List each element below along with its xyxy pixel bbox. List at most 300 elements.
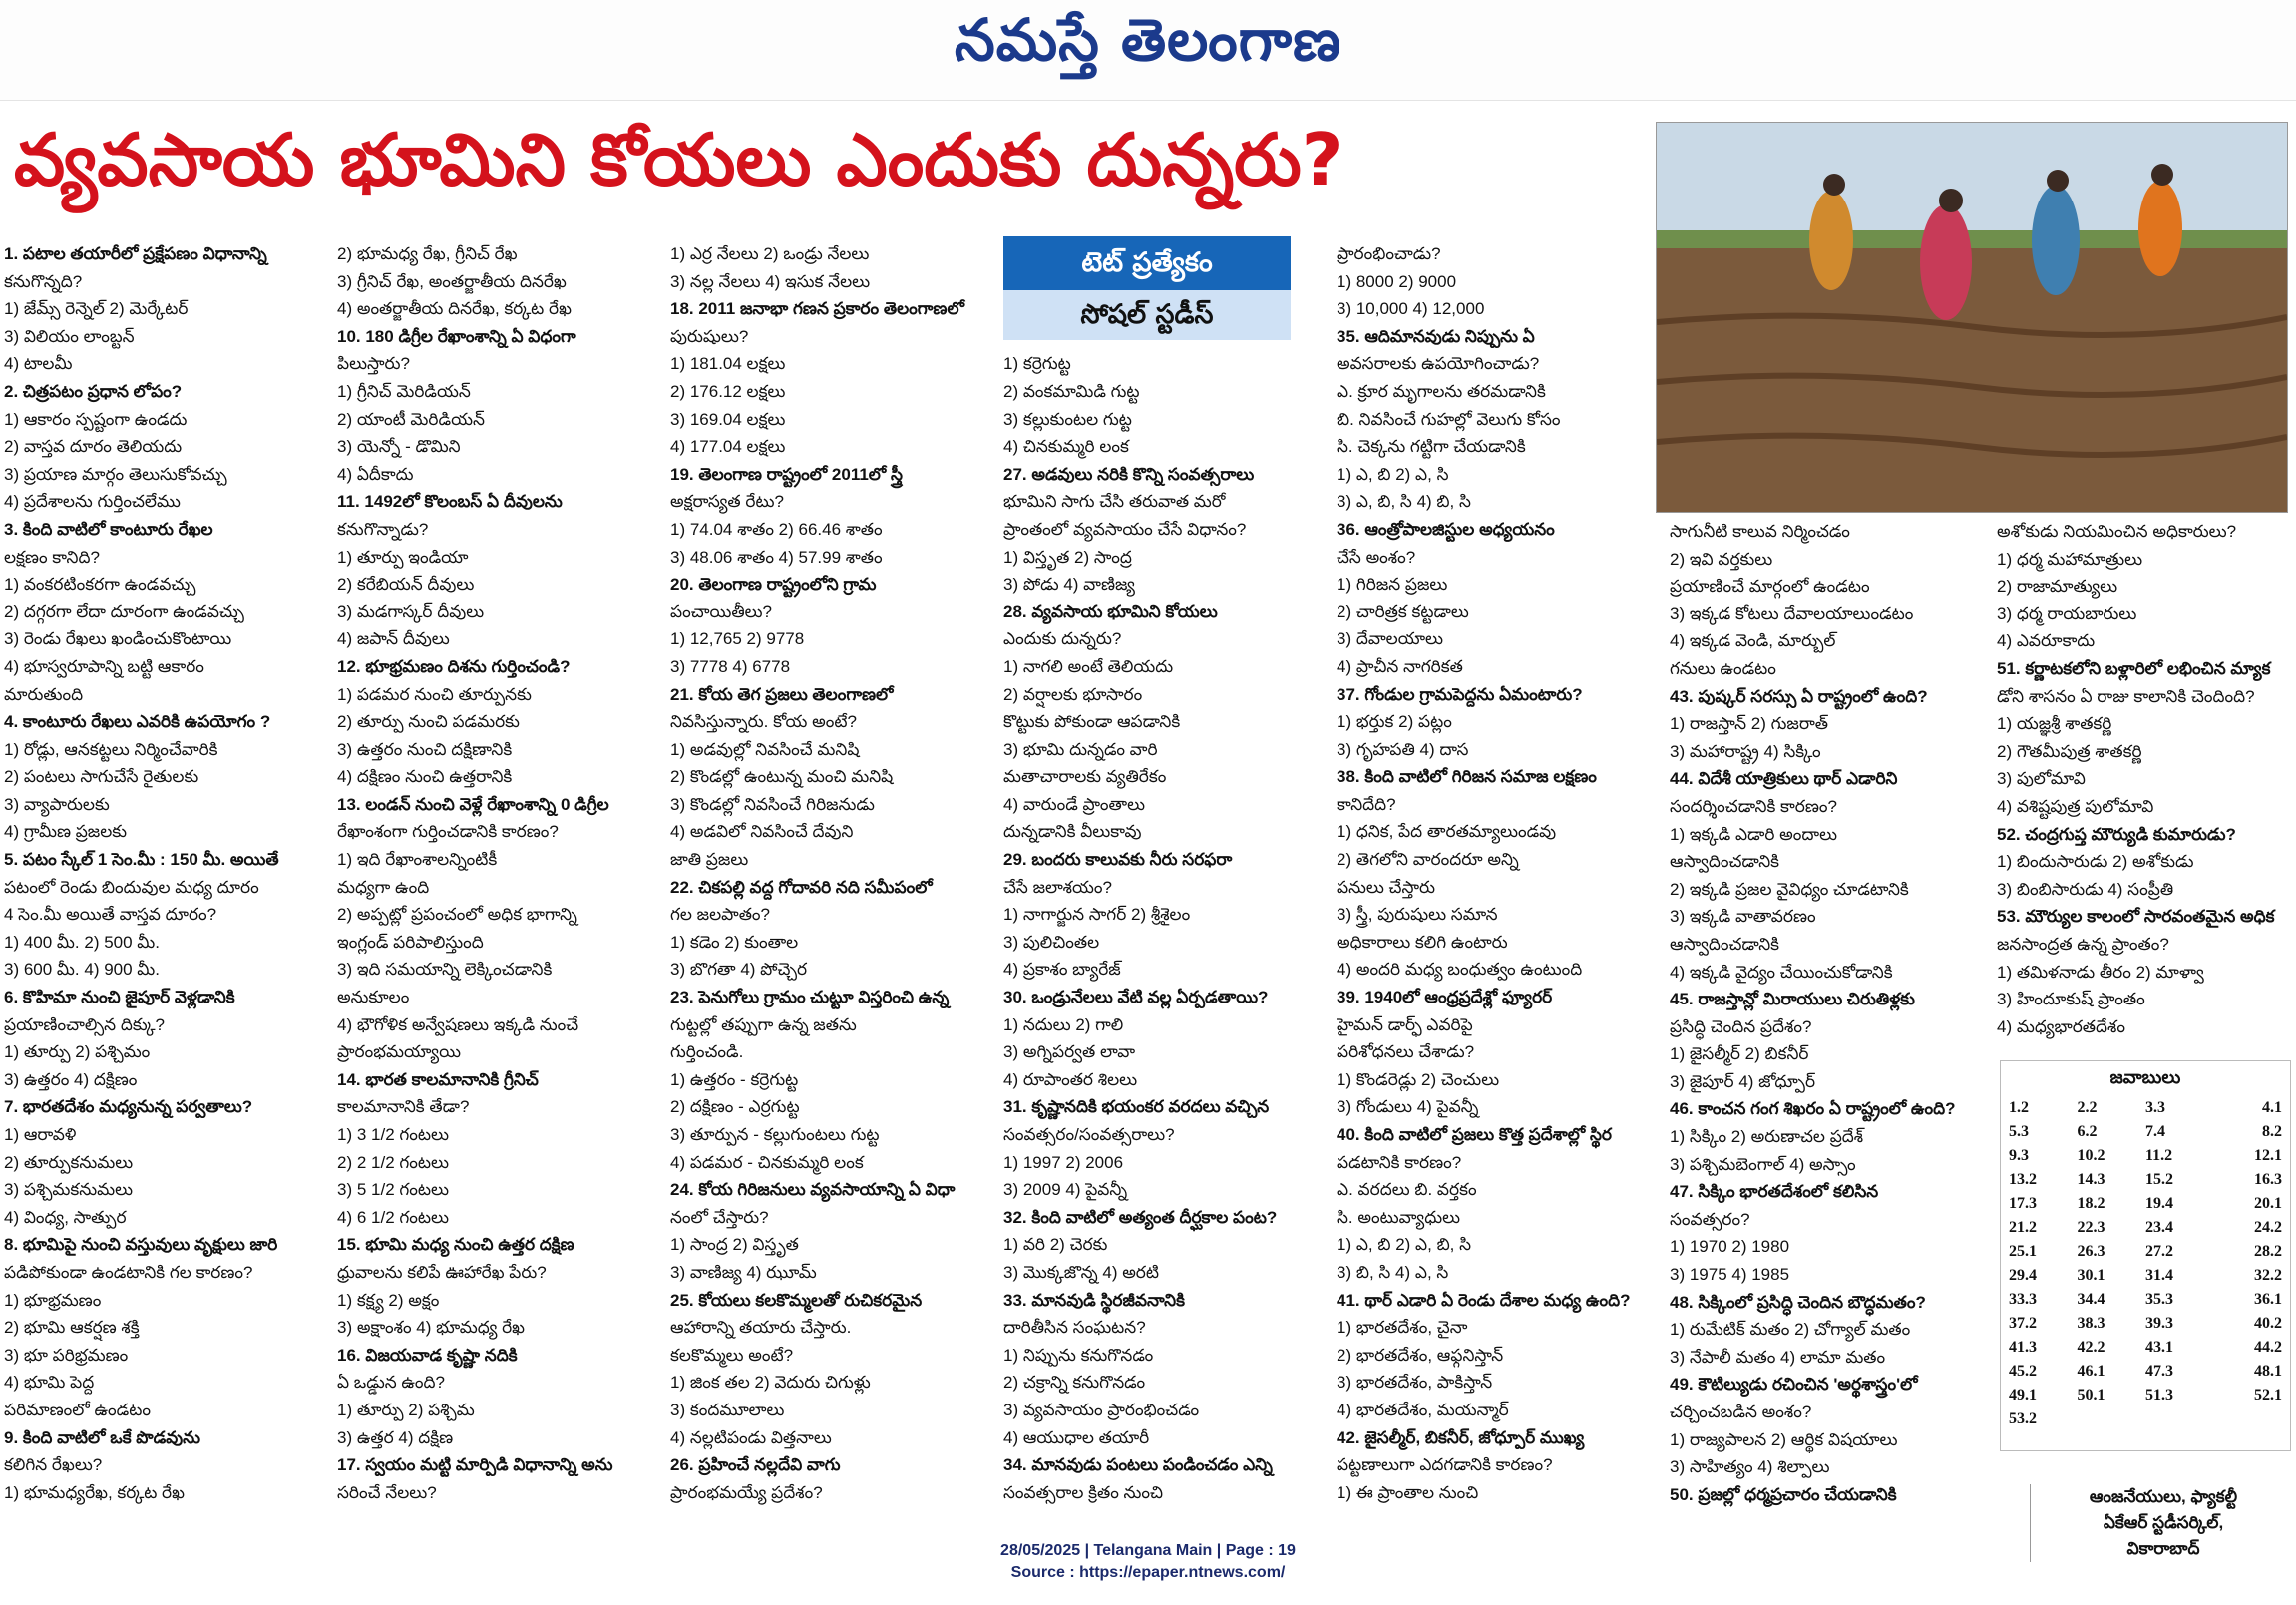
question-line: 1) 400 మీ. 2) 500 మీ. <box>4 932 160 952</box>
question-line: 3) బింబిసారుడు 4) సంప్రీతి <box>1997 879 2174 899</box>
question-line: 4) దక్షిణం నుంచి ఉత్తరానికి <box>337 767 513 787</box>
answer-item: 42.2 <box>2077 1339 2105 1356</box>
question-line: 1) విస్తృత 2) సాంద్ర <box>1003 547 1132 567</box>
answer-item: 29.4 <box>2009 1267 2037 1284</box>
question-line: ధ్రువాలను కలిపే ఊహారేఖ పేరు? <box>337 1262 547 1282</box>
question-line: 2) చారిత్రక కట్టడాలు <box>1337 602 1469 621</box>
question-line: ఎందుకు దున్నరు? <box>1003 629 1122 649</box>
answer-item: 14.3 <box>2077 1171 2105 1188</box>
question-line: కలిగిన రేఖలు? <box>4 1455 103 1475</box>
farmers-illustration <box>1657 123 2287 512</box>
question-line: 3) ప్రయాణ మార్గం తెలుసుకోవచ్చు <box>4 464 227 484</box>
question-line: 3) 48.06 శాతం 4) 57.99 శాతం <box>670 547 883 567</box>
question-line: 1) నదులు 2) గాలి <box>1003 1014 1124 1034</box>
question-line: 41. థార్ ఎడారి ఏ రెండు దేశాల మధ్య ఉంది? <box>1337 1290 1631 1310</box>
question-line: అవసరాలకు ఉపయోగించాడు? <box>1337 354 1540 374</box>
question-line: 24. కోయ గిరిజనులు వ్యవసాయాన్ని ఏ విధా <box>670 1180 956 1200</box>
question-line: ప్రాంతంలో వ్యవసాయం చేసే విధానం? <box>1003 519 1247 539</box>
question-line: 1) తూర్పు 2) పశ్చిమం <box>4 1042 151 1062</box>
question-line: 20. తెలంగాణ రాష్ట్రంలోని గ్రామ <box>670 575 877 595</box>
question-line: 1) తూర్పు 2) పశ్చిమ <box>337 1400 475 1419</box>
question-line: 4) నల్లటిపండు విత్తనాలు <box>670 1427 832 1447</box>
question-line: 4) వశిష్టపుత్ర పులోమావి <box>1997 796 2154 816</box>
newspaper-title: నమస్తే తెలంగాణ <box>955 6 1341 74</box>
question-line: 4) ఎవరూకాదు <box>1997 631 2096 651</box>
answer-item: 24.2 <box>2254 1219 2282 1236</box>
question-line: 2) చక్రాన్ని కనుగొనడం <box>1003 1373 1146 1393</box>
question-line: 4) 6 1/2 గంటలు <box>337 1207 449 1227</box>
question-line: 23. పెనుగోలు గ్రామం చుట్టూ విస్తరించి ఉన్న <box>670 988 950 1007</box>
question-line: హైమన్ డార్ఫ్ ఎవరిపై <box>1337 1014 1473 1034</box>
answer-item: 15.2 <box>2145 1171 2173 1188</box>
question-line: 52. చంద్రగుప్త మౌర్యుడి కుమారుడు? <box>1997 824 2236 844</box>
question-line: 3) ఇది సమయాన్ని లెక్కించడానికి <box>337 960 553 980</box>
question-line: 2) ఇక్కడి ప్రజల వైవిధ్యం చూడటానికి <box>1670 879 1909 899</box>
question-line: 1) నాగలి అంటే తెలియదు <box>1003 656 1174 676</box>
footer-source-line: Source : https://epaper.ntnews.com/ <box>1010 1564 1286 1581</box>
question-line: 3) ఇక్కడి వాతావరణం <box>1670 907 1816 927</box>
question-line: 4) ఏదీకాదు <box>337 464 414 484</box>
question-line: 22. చికపల్లి వద్ద గోదావరి నది సమీపంలో <box>670 877 933 897</box>
question-line: 2) తూర్పు నుంచి పడమరకు <box>337 712 520 732</box>
question-line: గుర్తించండి. <box>670 1042 744 1062</box>
question-line: 27. అడవులు నరికి కొన్ని సంవత్సరాలు <box>1003 464 1255 484</box>
question-line: 1) కర్రెగుట్ట <box>1003 354 1071 374</box>
question-line: 4) ఇక్కడి వైద్యం చేయించుకోడానికి <box>1670 962 1893 982</box>
question-line: 1) కక్ష్య 2) అక్షం <box>337 1290 440 1310</box>
question-line: 3) గ్రీనిచ్ రేఖ, అంతర్జాతీయ దినరేఖ <box>337 271 567 291</box>
question-line: 39. 1940లో ఆంధ్రప్రదేశ్లో ఫ్యూరర్ <box>1337 988 1553 1007</box>
question-line: రేఖాంశంగా గుర్తించడానికి కారణం? <box>337 822 559 842</box>
answer-item: 50.1 <box>2077 1387 2105 1404</box>
question-line: 3) స్త్రీ, పురుషులు సమాన <box>1337 905 1498 925</box>
question-line: పటంలో రెండు బిందువుల మధ్య దూరం <box>4 877 259 897</box>
question-line: 3) రెండు రేఖలు ఖండించుకొంటాయి <box>4 629 232 649</box>
question-line: డోని శాసనం ఏ రాజు కాలానికి చెందింది? <box>1997 686 2255 706</box>
question-line: లక్షణం కానిది? <box>4 547 100 567</box>
question-column-1 <box>4 240 333 1506</box>
question-line: 3) 10,000 4) 12,000 <box>1337 299 1485 319</box>
question-line: సాగునీటి కాలువ నిర్మించడం <box>1670 522 1850 541</box>
question-line: 2) భూమధ్య రేఖ, గ్రీనిచ్ రేఖ <box>337 244 518 263</box>
question-line: 1) 1970 2) 1980 <box>1670 1237 1790 1257</box>
question-line: 3) తూర్పున - కల్లుగుంటలు గుట్ట <box>670 1125 880 1144</box>
question-line: 1) జింక తల 2) వెదురు చిగుళ్లు <box>670 1373 871 1393</box>
question-line: ఏ ఒడ్డున ఉంది? <box>337 1373 445 1393</box>
question-line: పురుషులు? <box>670 326 749 346</box>
question-line: 4) ఆయుధాల తయారీ <box>1003 1427 1150 1447</box>
question-line: చేసే అంశం? <box>1337 547 1416 567</box>
author-name: ఆంజనేయులు, ఫ్యాకల్టీ <box>2089 1487 2238 1506</box>
question-line: 43. పుష్కర్ సరస్సు ఏ రాష్ట్రంలో ఉంది? <box>1670 686 1928 706</box>
question-line: 4) అంతర్జాతీయ దినరేఖ, కర్కట రేఖ <box>337 299 572 319</box>
answer-item: 2.2 <box>2077 1099 2098 1116</box>
question-line: 1) భర్తుక 2) పట్లం <box>1337 712 1452 732</box>
question-line: 4) అడవిలో నివసించే దేవుని <box>670 822 854 842</box>
question-line: 3) దేవాలయాలు <box>1337 629 1443 649</box>
question-line: 37. గోండుల గ్రామపెద్దను ఏమంటారు? <box>1337 684 1583 704</box>
question-line: 1) ఎ, బి 2) ఎ, బి, సి <box>1337 1235 1472 1255</box>
question-line: భూమిని సాగు చేసి తరువాత మరో <box>1003 492 1226 512</box>
answer-item: 45.2 <box>2009 1363 2037 1380</box>
question-line: 1) 8000 2) 9000 <box>1337 271 1457 291</box>
question-line: 3) హిందూకుష్ ప్రాంతం <box>1997 990 2145 1009</box>
question-line: 48. సిక్కింలో ప్రసిద్ధి చెందిన బౌద్ధమతం? <box>1670 1292 1926 1312</box>
question-line: 3) 2009 4) పైవన్నీ <box>1003 1180 1128 1200</box>
question-line: 28. వ్యవసాయ భూమిని కోయలు <box>1003 602 1218 621</box>
question-line: 26. ప్రహించే నల్లదేవి వాగు <box>670 1455 841 1475</box>
question-line: 1) జైసల్మీర్ 2) బికనీర్ <box>1670 1044 1809 1064</box>
question-line: 2) తూర్పుకనుమలు <box>4 1152 134 1172</box>
question-line: 1) ఆరావళి <box>4 1125 77 1144</box>
question-line: 25. కోయలు కలకొమ్మలతో రుచికరమైన <box>670 1290 923 1310</box>
question-line: 1) తమిళనాడు తీరం 2) మాళ్వా <box>1997 962 2204 982</box>
question-line: 3) పులోమావి <box>1997 769 2086 789</box>
question-line: 3) సాహిత్యం 4) శిల్పాలు <box>1670 1457 1830 1477</box>
question-line: కలకొమ్మలు అంటే? <box>670 1345 794 1365</box>
question-line: 4) వారుండే ప్రాంతాలు <box>1003 794 1146 814</box>
question-line: నివసిస్తున్నారు. కోయ అంటే? <box>670 712 857 732</box>
question-line: 3) పశ్చిమకనుమలు <box>4 1180 134 1200</box>
question-line: 1) పడమర నుంచి తూర్పునకు <box>337 684 532 704</box>
answer-item: 35.3 <box>2145 1291 2173 1308</box>
question-line: 1) ధనిక, పేద తారతమ్యాలుండవు <box>1337 822 1557 842</box>
question-line: 2) రాజామాత్యులు <box>1997 577 2118 597</box>
answer-item: 10.2 <box>2077 1147 2105 1164</box>
question-line: 45. రాజస్తాన్లో మిరాయులు చిరుతిళ్లకు <box>1670 990 1915 1009</box>
answer-item: 16.3 <box>2254 1171 2282 1188</box>
question-line: పనులు చేస్తారు <box>1337 877 1435 897</box>
question-line: 4) అందరి మధ్య బంధుత్వం ఉంటుంది <box>1337 960 1583 980</box>
question-line <box>1003 323 1333 351</box>
question-line: ప్రయాణించాల్సిన దిక్కు? <box>4 1014 166 1034</box>
question-line: 1) గ్రీనిచ్ మెరిడియన్ <box>337 381 471 401</box>
question-line: పడటానికి కారణం? <box>1337 1152 1462 1172</box>
question-line: దున్నడానికి వీలుకావు <box>1003 822 1142 842</box>
question-line: 16. విజయవాడ కృష్ణా నదికి <box>337 1345 518 1365</box>
answer-item: 9.3 <box>2009 1147 2029 1164</box>
question-line: 46. కాంచన గంగ శిఖరం ఏ రాష్ట్రంలో ఉంది? <box>1670 1099 1956 1119</box>
question-line: 2) 176.12 లక్షలు <box>670 381 786 401</box>
question-line: 29. బందరు కాలువకు నీరు సరఫరా <box>1003 850 1233 870</box>
question-line: 4 సెం.మీ అయితే వాస్తవ దూరం? <box>4 905 217 925</box>
question-line: 19. తెలంగాణ రాష్ట్రంలో 2011లో స్త్రీ <box>670 464 903 484</box>
question-line: 15. భూమి మధ్య నుంచి ఉత్తర దక్షిణ <box>337 1235 574 1255</box>
question-line: 4) వింధ్య, సాత్పుర <box>4 1207 127 1227</box>
answer-item: 43.1 <box>2145 1339 2173 1356</box>
answer-item: 36.1 <box>2254 1291 2282 1308</box>
question-line: 1) జేమ్స్ రెన్నెల్ 2) మెర్కేటర్ <box>4 299 189 319</box>
question-line: అనుకూలం <box>337 988 410 1007</box>
question-line: 4) పడమర - చినకుమ్మరి లంక <box>670 1152 864 1172</box>
question-column-4 <box>1003 240 1333 1506</box>
question-line: 6. కొహిమా నుంచి జైపూర్ వెళ్లడానికి <box>4 988 235 1007</box>
question-line: 51. కర్ణాటకలోని బళ్లారిలో లభించిన మ్యాక <box>1997 658 2271 678</box>
question-line: 3) గృహపతి 4) దాస <box>1337 739 1469 759</box>
question-line: 3) విలియం లాంబ్టన్ <box>4 326 135 346</box>
farmers-photo <box>1656 122 2288 513</box>
question-line: 1) సాంద్ర 2) విస్తృత <box>670 1235 799 1255</box>
page-footer <box>0 1540 2296 1584</box>
question-line: సంవత్సరం/సంవత్సరాలు? <box>1003 1125 1175 1144</box>
question-line <box>1003 240 1333 268</box>
answer-item: 17.3 <box>2009 1195 2037 1212</box>
question-line: 3) బొగతా 4) పోచ్చెర <box>670 960 808 980</box>
question-line: 2) దగ్గరగా లేదా దూరంగా ఉండవచ్చు <box>4 602 244 621</box>
question-line: 2) భూమి ఆకర్షణ శక్తి <box>4 1318 140 1338</box>
question-line: 1) బిందుసారుడు 2) అశోకుడు <box>1997 852 2194 872</box>
question-line: 4) గ్రామీణ ప్రజలకు <box>4 822 128 842</box>
question-line: 2) యాంటీ మెరిడియన్ <box>337 409 485 429</box>
question-line: 1) నాగార్జున సాగర్ 2) శ్రీశైలం <box>1003 905 1191 925</box>
question-line: 3) అగ్నిపర్వత లావా <box>1003 1042 1136 1062</box>
question-line: 4) భారతదేశం, మయన్మార్ <box>1337 1400 1509 1419</box>
question-line: పడిపోకుండా ఉండటానికి గల కారణం? <box>4 1262 253 1282</box>
question-line: 36. ఆంత్రోపాలజిస్టుల అధ్యయనం <box>1337 519 1555 539</box>
answer-item: 46.1 <box>2077 1363 2105 1380</box>
question-line: ప్రసిద్ధి చెందిన ప్రదేశం? <box>1670 1016 1812 1036</box>
question-line: 4) ప్రకాశం బ్యారేజ్ <box>1003 960 1121 980</box>
question-line: 1) వరి 2) చెరకు <box>1003 1235 1108 1255</box>
question-line: పరిమాణంలో ఉండటం <box>4 1400 151 1419</box>
answer-item: 38.3 <box>2077 1315 2105 1332</box>
question-line: 21. కోయ తెగ ప్రజలు తెలంగాణలో <box>670 684 894 704</box>
question-line: ఇంగ్లండ్ పరిపాలిస్తుంది <box>337 932 484 952</box>
question-line: 1) 74.04 శాతం 2) 66.46 శాతం <box>670 519 883 539</box>
question-line: 2) గౌతమీపుత్ర శాతకర్ణి <box>1997 741 2142 761</box>
question-line: పంచాయితీలు? <box>670 602 773 621</box>
question-line: 3) నేపాలీ మతం 4) లామా మతం <box>1670 1347 1886 1367</box>
question-line: 1) యజ్ఞశ్రీ శాతకర్ణి <box>1997 714 2112 734</box>
question-line: 4) టాలమీ <box>4 354 73 374</box>
answer-item: 44.2 <box>2254 1339 2282 1356</box>
question-line: 44. విదేశీ యాత్రికులు థార్ ఎడారిని <box>1670 769 1898 789</box>
answer-item: 27.2 <box>2145 1243 2173 1260</box>
question-line: 4. కాంటూరు రేఖలు ఎవరికి ఉపయోగం ? <box>4 712 271 732</box>
question-line: 2) భారతదేశం, ఆఫ్గనిస్తాన్ <box>1337 1345 1504 1365</box>
question-line: 1) సిక్కిం 2) అరుణాచల ప్రదేశ్ <box>1670 1127 1864 1147</box>
answer-item: 51.3 <box>2145 1387 2173 1404</box>
question-line: 4) మధ్యభారతదేశం <box>1997 1016 2125 1036</box>
question-line: దారితీసిన సంఘటన? <box>1003 1318 1146 1338</box>
question-line: 1) గిరిజన ప్రజలు <box>1337 575 1448 595</box>
question-line <box>1003 268 1333 296</box>
question-line: 17. స్వయం మట్టి మార్పిడి విధానాన్ని అను <box>337 1455 613 1475</box>
answers-grid <box>2001 1095 2290 1432</box>
question-line: 2) తెగలోని వారందరూ అన్ని <box>1337 850 1519 870</box>
question-line: 31. కృష్ణానదికి భయంకర వరదలు వచ్చిన <box>1003 1097 1270 1117</box>
answer-item: 19.4 <box>2145 1195 2173 1212</box>
question-line: పిలుస్తారు? <box>337 354 410 374</box>
answer-item: 31.4 <box>2145 1267 2173 1284</box>
question-line: 30. ఒండ్రునేలలు వేటి వల్ల ఏర్పడతాయి? <box>1003 988 1269 1007</box>
question-line: 3) 7778 4) 6778 <box>670 656 791 676</box>
question-line: 2) పంటలు సాగుచేసే రైతులకు <box>4 767 199 787</box>
answers-box <box>2000 1060 2291 1451</box>
question-line: 8. భూమిపై నుంచి వస్తువులు వృక్షులు జారి <box>4 1235 278 1255</box>
answer-item: 37.2 <box>2009 1315 2037 1332</box>
question-line: 32. కింది వాటిలో అత్యంత దీర్ఘకాల పంట? <box>1003 1207 1278 1227</box>
question-line: 4) రూపాంతర శిలలు <box>1003 1069 1138 1089</box>
question-line: 1) 12,765 2) 9778 <box>670 629 805 649</box>
question-line: 3) భూ పరిభ్రమణం <box>4 1345 129 1365</box>
question-line: 11. 1492లో కొలంబస్ ఏ దీవులను <box>337 492 563 512</box>
question-line: 3) జైపూర్ 4) జోధ్పూర్ <box>1670 1071 1816 1091</box>
question-line: గనులు ఉండటం <box>1670 658 1776 678</box>
answer-item: 39.3 <box>2145 1315 2173 1332</box>
question-line: 3) వాణిజ్య 4) ఝూమ్ <box>670 1262 817 1282</box>
answer-item: 23.4 <box>2145 1219 2173 1236</box>
question-column-2 <box>337 240 666 1506</box>
question-line: 3) ఇక్కడ కోటలు దేవాలయాలుండటం <box>1670 603 1914 623</box>
answer-item: 13.2 <box>2009 1171 2037 1188</box>
question-line: 3) ఎ, బి, సి 4) బి, సి <box>1337 492 1471 512</box>
question-line: 50. ప్రజల్లో ధర్మప్రచారం చేయడానికి <box>1670 1484 1897 1504</box>
question-line: 1) ఆకారం స్పష్టంగా ఉండదు <box>4 409 188 429</box>
question-line: 2) కరేబియన్ దీవులు <box>337 575 475 595</box>
answer-item: 6.2 <box>2077 1123 2098 1140</box>
question-line: 7. భారతదేశం మధ్యనున్న పర్వతాలు? <box>4 1097 253 1117</box>
answer-item: 22.3 <box>2077 1219 2105 1236</box>
question-line: 38. కింది వాటిలో గిరిజన సమాజ లక్షణం <box>1337 767 1597 787</box>
question-line: కనుగొన్నాడు? <box>337 519 429 539</box>
answer-item: 30.1 <box>2077 1267 2105 1284</box>
question-line: ఎ. వరదలు బి. వర్తకం <box>1337 1180 1477 1200</box>
question-line: 10. 180 డిగ్రీల రేఖాంశాన్ని ఏ విధంగా <box>337 326 576 346</box>
question-line: 3) నల్ల నేలలు 4) ఇసుక నేలలు <box>670 271 871 291</box>
question-line: బి. నివసించే గుహల్లో వెలుగు కోసం <box>1337 409 1561 429</box>
question-line: 1) ధర్మ మహామాత్రులు <box>1997 549 2143 569</box>
question-line: 2. చిత్రపటం ప్రధాన లోపం? <box>4 381 183 401</box>
question-line: సి. అంటువ్యాధులు <box>1337 1207 1461 1227</box>
question-line: 3) గోండులు 4) పైవన్నీ <box>1337 1097 1479 1117</box>
question-line: జాతి ప్రజలు <box>670 850 749 870</box>
question-line: మతాచారాలకు వ్యతిరేకం <box>1003 767 1167 787</box>
question-line: 3) కొండల్లో నివసించే గిరిజనుడు <box>670 794 875 814</box>
question-column-6 <box>1670 518 1993 1508</box>
footer-date-line: 28/05/2025 | Telangana Main | Page : 19 <box>1000 1542 1296 1559</box>
question-line: ఆస్వాదించడానికి <box>1670 852 1780 872</box>
question-line: 4) ప్రదేశాలను గుర్తించలేము <box>4 492 181 512</box>
answer-item: 49.1 <box>2009 1387 2037 1404</box>
question-line: అక్షరాస్యత రేటు? <box>670 492 784 512</box>
question-line: 2) ఇవి వర్తకులు <box>1670 549 1773 569</box>
question-line: 3) మహారాష్ట్ర 4) సిక్కిం <box>1670 741 1821 761</box>
question-line: ప్రారంభమయ్యాయి <box>337 1042 461 1062</box>
question-line: 18. 2011 జనాభా గణన ప్రకారం తెలంగాణలో <box>670 299 964 319</box>
answer-item: 3.3 <box>2145 1099 2165 1116</box>
badge-tet-special: టెట్ ప్రత్యేకం <box>1003 236 1291 290</box>
question-line: 4) భూస్వరూపాన్ని బట్టి ఆకారం <box>4 656 204 676</box>
question-line: 3) యెన్నో - డొమిని <box>337 437 461 457</box>
question-line: 1) రాజస్తాన్ 2) గుజరాత్ <box>1670 714 1828 734</box>
question-line: 1) కొండరెడ్లు 2) చెంచులు <box>1337 1069 1500 1089</box>
question-line: గల జలపాతం? <box>670 905 770 925</box>
question-line: 3) పశ్చిమబెంగాల్ 4) అస్సాం <box>1670 1154 1856 1174</box>
question-line: 3) పులిచింతల <box>1003 932 1100 952</box>
question-line: 1) 181.04 లక్షలు <box>670 354 786 374</box>
question-line: 1) భారతదేశం, చైనా <box>1337 1318 1468 1338</box>
question-line: గుట్టల్లో తప్పుగా ఉన్న జతను <box>670 1014 857 1034</box>
answer-item: 47.3 <box>2145 1363 2173 1380</box>
badge-social-studies: సోషల్ స్టడీస్ <box>1003 290 1291 340</box>
question-line: జనసాంద్రత ఉన్న ప్రాంతం? <box>1997 934 2169 954</box>
answer-item: 26.3 <box>2077 1243 2105 1260</box>
question-line: 3) వ్యాపారులకు <box>4 794 110 814</box>
answer-item: 4.1 <box>2262 1099 2282 1116</box>
answer-item: 28.2 <box>2254 1243 2282 1260</box>
question-line: చర్చించబడిన అంశం? <box>1670 1403 1812 1421</box>
question-line: 3) 600 మీ. 4) 900 మీ. <box>4 960 160 980</box>
question-line: కొట్టుకు పోకుండా ఆపడానికి <box>1003 712 1181 732</box>
question-line: 4) భూమి పెద్ద <box>4 1373 95 1393</box>
question-line: 1) తూర్పు ఇండియా <box>337 547 469 567</box>
answer-item: 34.4 <box>2077 1291 2105 1308</box>
question-line: 34. మానవుడు పంటలు పండించడం ఎన్ని <box>1003 1455 1273 1475</box>
question-line: ఆస్వాదించడానికి <box>1670 934 1780 954</box>
answer-item: 41.3 <box>2009 1339 2037 1356</box>
question-line: 3) ఉత్తర 4) దక్షిణ <box>337 1427 454 1447</box>
question-line: 1) వంకరటింకరగా ఉండవచ్చు <box>4 575 196 595</box>
question-line: అశోకుడు నియమించిన అధికారులు? <box>1997 522 2237 541</box>
question-line: 3) మొక్కజొన్న 4) అరటి <box>1003 1262 1160 1282</box>
question-line: 35. ఆదిమానవుడు నిప్పును ఏ <box>1337 326 1535 346</box>
question-column-7 <box>1997 518 2292 1040</box>
question-line: కనుగొన్నది? <box>4 271 83 291</box>
question-line: 2) 2 1/2 గంటలు <box>337 1152 449 1172</box>
answer-item: 18.2 <box>2077 1195 2105 1212</box>
question-line: అధికారాలు కలిగి ఉంటారు <box>1337 932 1508 952</box>
question-line: 33. మానవుడి స్థిరజీవనానికి <box>1003 1290 1185 1310</box>
question-line: సి. చెక్కను గట్టిగా చేయడానికి <box>1337 437 1526 457</box>
question-line: 3) 169.04 లక్షలు <box>670 409 786 429</box>
answer-item: 53.2 <box>2009 1410 2037 1427</box>
question-line: నంలో చేస్తారు? <box>670 1207 769 1227</box>
answers-title: జవాబులు <box>2109 1067 2181 1087</box>
question-line: 3) ఉత్తరం 4) దక్షిణం <box>4 1069 138 1089</box>
question-line: 3) భూమి దున్నడం వారి <box>1003 739 1158 759</box>
question-line: 3) బి, సి 4) ఎ, సి <box>1337 1262 1449 1282</box>
question-line: సంవత్సరాల క్రితం నుంచి <box>1003 1482 1164 1502</box>
question-line: 1) ఇక్కడి ఎడారి అందాలు <box>1670 824 1838 844</box>
question-line: 40. కింది వాటిలో ప్రజలు కొత్త ప్రదేశాల్లో స్థిర <box>1337 1125 1612 1144</box>
answer-item: 7.4 <box>2145 1123 2165 1140</box>
question-line: ప్రారంభమయ్యే ప్రదేశం? <box>670 1482 823 1502</box>
question-line: 2) దక్షిణం - ఎర్రగుట్ట <box>670 1097 800 1117</box>
question-line: 1) ఇది రేఖాంశాలన్నింటికీ <box>337 850 498 870</box>
question-line: 1) భూభ్రమణం <box>4 1290 102 1310</box>
question-line: 4) జపాన్ దీవులు <box>337 629 450 649</box>
question-line: 4) ప్రాచీన నాగరికత <box>1337 656 1463 676</box>
question-line: 42. జైసల్మీర్, బికనీర్, జోధ్పూర్ ముఖ్య <box>1337 1427 1585 1447</box>
question-line: 2) వంకమామిడి గుట్ట <box>1003 381 1140 401</box>
question-line: 3) ఉత్తరం నుంచి దక్షిణానికి <box>337 739 513 759</box>
masthead <box>0 0 2296 101</box>
question-line: 1) రాజ్యపాలన 2) ఆర్థిక విషయాలు <box>1670 1429 1898 1449</box>
question-line: 1. పటాల తయారీలో ప్రక్షేపణం విధానాన్ని <box>4 244 267 263</box>
question-line: 2) వర్షాలకు భూసారం <box>1003 684 1143 704</box>
question-line: 3) భారతదేశం, పాకిస్తాన్ <box>1337 1373 1493 1393</box>
question-line: 3) కల్లుకుంటల గుట్ట <box>1003 409 1132 429</box>
question-line: 5. పటం స్కేల్ 1 సెం.మీ : 150 మీ. అయితే <box>4 850 279 870</box>
question-line: 13. లండన్ నుంచి వెళ్లే రేఖాంశాన్ని 0 డిగ్రీల <box>337 794 609 814</box>
question-line: 1) ఎ, బి 2) ఎ, సి <box>1337 464 1449 484</box>
answer-item: 33.3 <box>2009 1291 2037 1308</box>
question-line: 53. మౌర్యుల కాలంలో సారవంతమైన అధిక <box>1997 907 2275 927</box>
question-line: మారుతుంది <box>4 684 84 704</box>
question-line: 3) పోడు 4) వాణిజ్య <box>1003 575 1135 595</box>
author-institute: ఏకేఆర్ స్టడీసర్కిల్, <box>2103 1513 2224 1532</box>
